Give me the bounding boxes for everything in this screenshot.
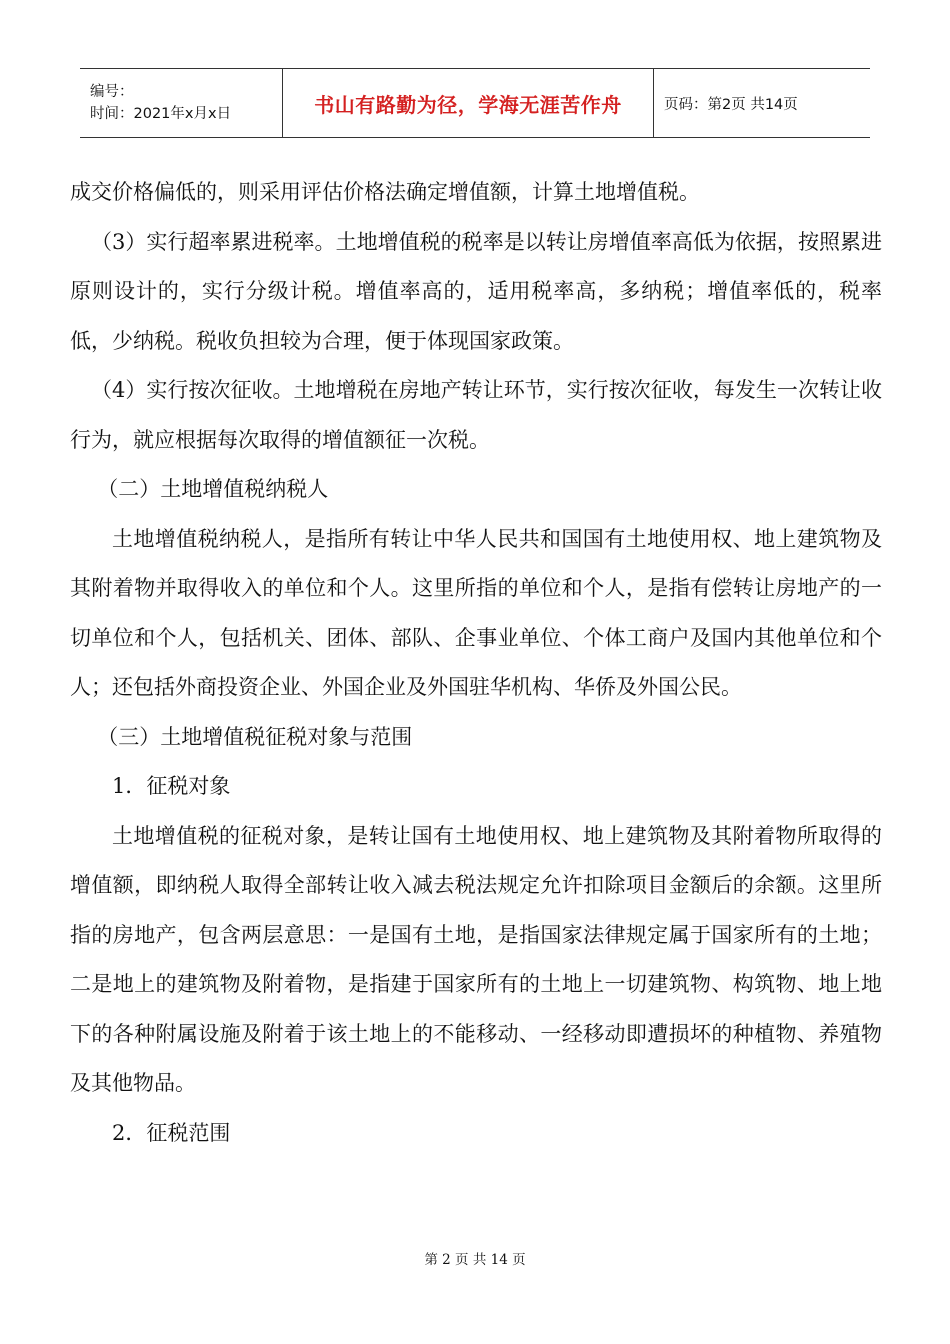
time-label: 时间：2021年x月x日 (90, 106, 232, 122)
page-footer: 第 2 页 共 14 页 (424, 1252, 526, 1268)
section-heading: （二）土地增值税纳税人 (97, 477, 329, 501)
number-label: 编号： (90, 84, 134, 100)
header-meta (80, 69, 282, 137)
header-motto-cell (282, 69, 654, 137)
paragraph: 成交价格偏低的，则采用评估价格法确定增值额，计算土地增值税。 (70, 180, 700, 204)
document-body (70, 168, 882, 1158)
paragraph: 土地增值税纳税人，是指所有转让中华人民共和国国有土地使用权、地上建筑物及其附着物并取得收入的单位和个人。这里所指的单位和个人，是指有偿转让房地产的一切单位和个人，包括机关、团体、部队、企事业单位、个体工商户及国内其他单位和个人；还包括外商投资企业、外国企业及外国驻华机构、华侨及外国公民。 (70, 526, 882, 699)
paragraph: 土地增值税的征税对象，是转让国有土地使用权、地上建筑物及其附着物所取得的增值额，即纳税人取得全部转让收入减去税法规定允许扣除项目金额后的余额。这里所指的房地产，包含两层意思：一是国有土地，是指国家法律规定属于国家所有的土地；二是地上的建筑物及附着物，是指建于国家所有的土地上一切建筑物、构筑物、地上地下的各种附属设施及附着于该土地上的不能移动、一经移动即遭损坏的种植物、养殖物及其他物品。 (70, 823, 882, 1095)
subsection-heading: 1．征税对象 (112, 774, 231, 798)
header-page-cell (654, 69, 870, 137)
paragraph: （4）实行按次征收。土地增税在房地产转让环节，实行按次征收，每发生一次转让收行为，就应根据每次取得的增值额征一次税。 (70, 378, 882, 452)
subsection-heading: 2．征税范围 (112, 1120, 231, 1145)
section-heading: （三）土地增值税征税对象与范围 (97, 724, 413, 749)
motto: 书山有路勤为径，学海无涯苦作舟 (314, 92, 622, 117)
page-info: 页码：第2页 共14页 (664, 96, 798, 113)
paragraph: （3）实行超率累进税率。土地增值税的税率是以转让房增值率高低为依据，按照累进原则设计的，实行分级计税。增值率高的，适用税率高，多纳税；增值率低的，税率低，少纳税。税收负担较为合理，便于体现国家政策。 (70, 229, 882, 353)
document-header (80, 68, 870, 138)
